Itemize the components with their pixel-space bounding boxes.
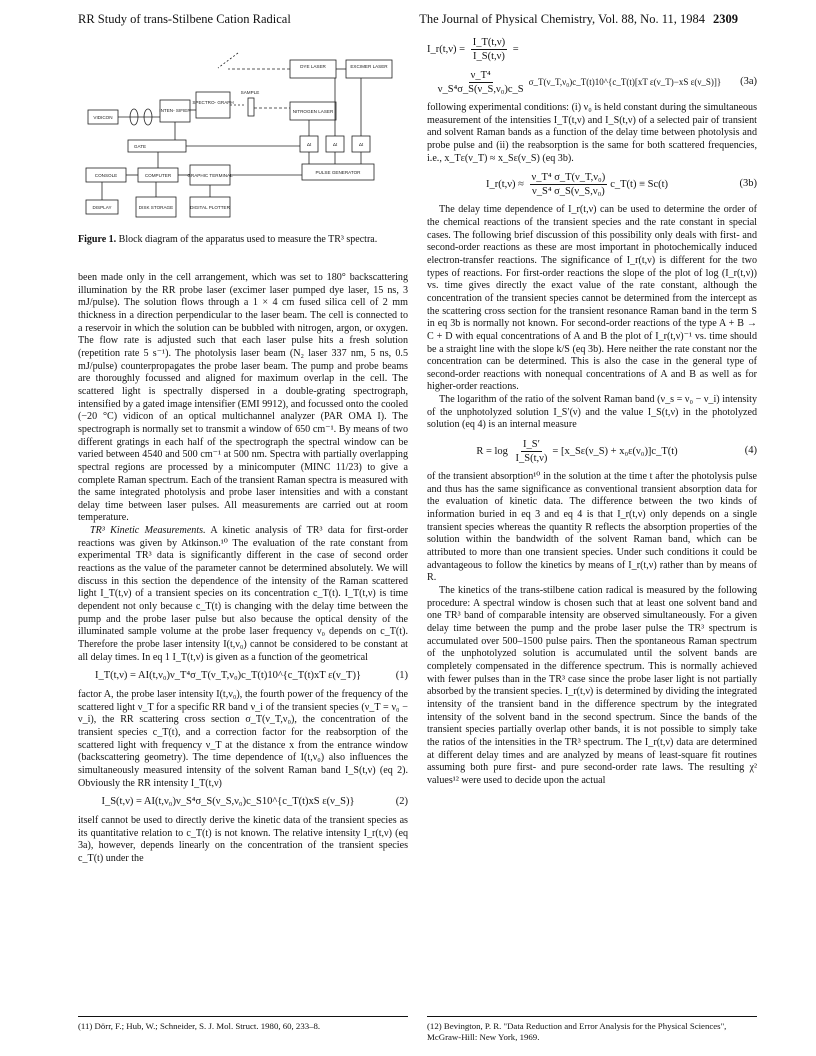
equation-3a-line2 <box>427 69 757 96</box>
equation-3a-fraction-1 <box>471 36 507 63</box>
equation-4 <box>427 438 757 465</box>
label-vidicon: VIDICON <box>93 115 113 120</box>
equation-1-number: (1) <box>395 670 408 682</box>
label-excimer-laser: EXCIMER LASER <box>350 64 388 69</box>
label-intensifier: INTEN- SIFIER <box>159 108 191 113</box>
paragraph-factors: factor A, the probe laser intensity I(t,ν₀), the fourth power of the frequency of the scattered light ν_T for a specific RR band ν_i of the transient species (ν_T = ν₀ − ν_i), the RR scattering cross section σ_T(ν_T,ν₀), the concentration of the transient species c_T(t), and a correction factor for the reabsorption of the scattered light with frequency ν_T at the distance x from the entrance window (backscattering geometry). The time dependence of I(t,ν₀) also influences the simultaneously measured intensity of the solvent Raman band I_S(t,ν) (eq 2). Obviously the RR intensity I_T(t,ν) <box>78 689 408 789</box>
equation-3a-numerator-1: I_T(t,ν) <box>472 37 506 48</box>
equation-2 <box>78 796 408 809</box>
equation-3b-fraction <box>530 171 608 198</box>
equation-3a-line1: I_r(t,ν) = $\frac{I\_T(t,\nu)}{I\_S(t,\nu)}$ = <box>427 37 519 62</box>
footnote-12: (12) Bevington, P. R. "Data Reduction and Error Analysis for the Physical Sciences", McGraw-Hill: New York, 1969. <box>427 1021 727 1042</box>
equation-1 <box>78 670 408 683</box>
equation-4-number: (4) <box>744 445 757 457</box>
equation-4-denominator: I_S(t,ν) <box>515 453 548 465</box>
equation-4-numerator: I_S′ <box>523 439 540 451</box>
label-console: CONSOLE <box>94 173 118 178</box>
label-disk-storage: DISK STORAGE <box>138 205 174 210</box>
right-column <box>427 30 757 788</box>
equation-3b-number: (3b) <box>739 178 757 190</box>
label-digital-plotter: DIGITAL PLOTTER <box>190 205 230 210</box>
equation-3a-lhs: I_r(t,ν) = <box>427 43 466 55</box>
equation-3a-fraction-2 <box>436 69 526 96</box>
journal-citation: The Journal of Physical Chemistry, Vol. 88, No. 11, 1984 <box>419 12 705 26</box>
equation-3a-numerator-2: ν_T⁴ <box>470 70 491 81</box>
equation-3b-tail: c_T(t) ≡ Sc(t) <box>610 179 669 191</box>
journal-header <box>419 12 738 27</box>
equation-1-body: I_T(t,ν) = AI(t,ν₀)ν_T⁴σ_T(ν_T,ν₀)c_T(t)10^{c_T(t)xT ε(ν_T)} <box>94 670 361 682</box>
equation-3a-tail: σ_T(ν_T,ν₀)c_T(t)10^{c_T(t)[xT ε(ν_T)−xS ε(ν_S)]} <box>528 76 722 87</box>
running-title: RR Study of trans-Stilbene Cation Radical <box>78 12 291 26</box>
label-spectrograph: SPECTRO- GRAPH <box>192 100 234 105</box>
label-graphic-terminal: GRAPHIC TERMINAL <box>187 173 233 178</box>
figure-caption <box>78 234 408 247</box>
paragraph-logarithm: The logarithm of the ratio of the solvent Raman band (ν_s = ν₀ − ν_i) intensity of the unphotolyzed solution I_S′(ν) and the value I_S(t,ν) in the photolyzed solution (eq 4) is an internal measure <box>427 394 757 431</box>
label-display: DISPLAY <box>92 205 112 210</box>
equation-3a-denominator-2: ν_S⁴σ_S(ν_S,ν₀)c_S <box>437 84 524 95</box>
section-heading-kinetics: TR³ Kinetic Measurements. <box>90 525 206 537</box>
figure-caption-label: Figure 1. <box>78 234 117 245</box>
equation-4-fraction <box>514 438 550 465</box>
footnote-rule-left <box>78 1016 408 1017</box>
page-number: 2309 <box>713 12 738 26</box>
equation-4-lhs: R = log <box>476 446 508 457</box>
label-pulse-generator: PULSE GENERATOR <box>315 170 361 175</box>
paragraph-relative-intensity: itself cannot be used to directly derive the kinetic data of the transient species as its quantitative relation to c_T(t) is not known. The relative intensity I_r(t,ν) (eq 3a), however, depends linearly on the concentration of the transient species c_T(t) under the <box>78 814 408 864</box>
equation-3b-lhs: I_r(t,ν) ≈ <box>485 179 524 191</box>
label-delay-3: Δt <box>358 142 364 147</box>
label-computer: COMPUTER <box>144 173 172 178</box>
paragraph-transient-absorption: of the transient absorption¹⁰ in the solution at the time t after the photolysis pulse and thus has the same significance as conventional transient absorption data for the evaluation of kinetic data. The difference between the two kinds of information buried in eq 3 and eq 4 is that I_r(t,ν) only depends on a single transient species whereas the quantity R reflects the absorption properties of the solution within the bandwidth of the solvent Raman band, which can be attributed to more than one transient species. Under such conditions it could be advantageous to follow the kinetics by means of I_r(t,ν) rather than by means of R. <box>427 471 757 584</box>
paragraph-kinetic-text: A kinetic analysis of TR³ data for first-order reactions was given by Atkinson.¹⁰ The evaluation of the rate constant from experimental TR³ data is significantly different in the case of second order reactions as the value of the parameter cannot be determined absolutely. We will discuss in this section the dependence of the intensity of the Raman scattered light I_T(t,ν) of a transient species on its concentration c_T(t). I_T(t,ν) is time dependent not only because c_T(t) is changing with the delay time between the pump and the probe laser pulse but also because the optical density of the illuminated sample volume at the probe laser frequency ν₀ depends on c_T(t). Therefore the probe laser intensity I(t,ν₀) cannot be considered to be constant at all delay times. In eq 1 I_T(t,ν) is given as a function of the geometrical <box>78 525 408 663</box>
label-sample: SAMPLE <box>240 90 260 95</box>
label-delay-1: Δt <box>306 142 312 147</box>
equation-3b-numerator: ν_T⁴ σ_T(ν_T,ν₀) <box>531 172 606 184</box>
left-column <box>78 272 408 866</box>
label-delay-2: Δt <box>332 142 338 147</box>
label-gate: GATE <box>133 144 147 149</box>
equation-2-body: I_S(t,ν) = AI(t,ν₀)ν_S⁴σ_S(ν_S,ν₀)c_S10^{c_T(t)xS ε(ν_S)} <box>101 796 355 808</box>
paragraph-conditions: following experimental conditions: (i) ν₀ is held constant during the simultaneous measurement of the intensities I_T(t,ν) and I_S(t,ν) of a selected pair of transient and solvent Raman bands as a function of the delay time between photolysis and probe pulse and (ii) the reabsorption is the same for both scattered frequencies, i.e., x_Tε(ν_T) ≈ x_Sε(ν_S) (eq 3b). <box>427 102 757 164</box>
equation-4-tail: = [x_Sε(ν_S) + x₀ε(ν₀)]c_T(t) <box>552 446 678 457</box>
footnote-11: (11) Dörr, F.; Hub, W.; Schneider, S. J. Mol. Struct. 1980, 60, 233–8. <box>78 1021 321 1031</box>
paragraph-apparatus: been made only in the cell arrangement, which was set to 180° backscattering illumination by the RR probe laser (excimer laser pumped dye laser, 15 ns, 3 mJ/pulse). The solution flows through a 1 × 4 cm fused silica cell of 2 mm thickness in a direction perpendicular to the laser beam. The cell is connected to a reservoir in which the solution can be bubbled with nitrogen, argon, or oxygen. The flow rate is adjusted such that each laser pulse hits a fresh solution (repetition rate 5 s⁻¹). The photolysis laser beam (N₂ laser 337 nm, 5 ns, 0.5 mJ/pulse) counterpropagates the probe laser beam. The pump and probe beams are thoroughly focussed and aligned for maximum overlap in the cell. The scattered light is spectrally dispersed in a double-grating spectrograph, intensified by a gated image intensifier (EMI 9912), and focussed onto the cooled (−20 °C) vidicon of an optical multichannel analyzer (PAR OMA I). The spectrograph is normally set to transmit a window of 650 cm⁻¹. By means of two different gratings in each half of the spectrograph the spectral window can be varied between 4540 and 500 cm⁻¹ at 500 nm. Spectra with partially overlapping spectral regions are processed by a minicomputer (MINC 11/23) to give a complete Raman spectrum. Each of the transient Raman spectra is measured with the same integrated photolysis and probe laser intensities and with a constant delay time between laser pulses. All measurements are carried out at room temperature. <box>78 272 408 524</box>
apparatus-block-diagram <box>78 48 408 224</box>
label-dye-laser: DYE LASER <box>300 64 326 69</box>
equation-3a-number: (3a) <box>740 76 757 88</box>
equation-3a-denominator-1: I_S(t,ν) <box>472 51 505 62</box>
equation-3b-denominator: ν_S⁴ σ_S(ν_S,ν₀) <box>531 186 605 198</box>
paragraph-delay-dependence: The delay time dependence of I_r(t,ν) can be used to determine the order of the chemical reactions of the transient species and the rate constant in special cases. The following brief discussion of this possibility only deals with first- and second-order reactions as these are most important in photochemically induced electron-transfer reactions. The significance of I_r(t,ν) is different for the two types of reactions. For first-order reactions the slope of the plot of log (I_r(t,ν)) vs. time gives directly the exact value of the rate constant, although the concentration of the transient species cannot be determined from the intercept as the scattering cross section for the transient resonance Raman band in the term S in eq 3b is normally not known. For second-order reactions of the type A + B → C + D with equal concentrations of A and B the plot of I_r(t,ν)⁻¹ vs. time should be a straight line with the slope k/S (eq 3b). Here neither the rate constant nor the concentration can be determined. This is also the case in the general type of second-order reactions with nonequal concentrations of A and B as well as for higher-order reactions. <box>427 204 757 393</box>
footnote-rule-right <box>427 1016 757 1017</box>
paragraph-kinetic-intro <box>78 525 408 664</box>
figure-caption-text: Block diagram of the apparatus used to measure the TR³ spectra. <box>116 234 378 245</box>
label-nitrogen-laser: NITROGEN LASER <box>292 109 334 114</box>
equation-3b <box>427 171 757 198</box>
paragraph-procedure: The kinetics of the trans-stilbene cation radical is measured by the following procedure: A spectral window is chosen such that at least one solvent band and one TR³ band of comparable intensity are observed simultaneously. For a given delay time between the pump and the probe laser pulse the TR³ spectrum is accumulated over 500–1500 pulse pairs. Then the spontaneous Raman spectrum of the unphotolyzed solution is accumulated until the solvent bands are completely compensated in the difference spectrum. This is normally achieved with fewer pulses than in the TR³ case since the probe laser light is not partially absorbed by the transient species. I_r(t,ν) is determined by dividing the integrated intensity of the transient band in the difference spectrum by the integrated intensity of the solvent band in the second spectrum. Since the bands of the transient species partially overlap other bands, it is not possible to simply take the ratios of the intensities in the TR³ spectrum. The I_r(t,ν) data are determined at different delay times and are analyzed by means of least-square fit routines assuming both pure first- and pure second-order rate laws. The resulting χ² values¹² were used to decide upon the actual <box>427 585 757 786</box>
equation-2-number: (2) <box>395 796 408 808</box>
